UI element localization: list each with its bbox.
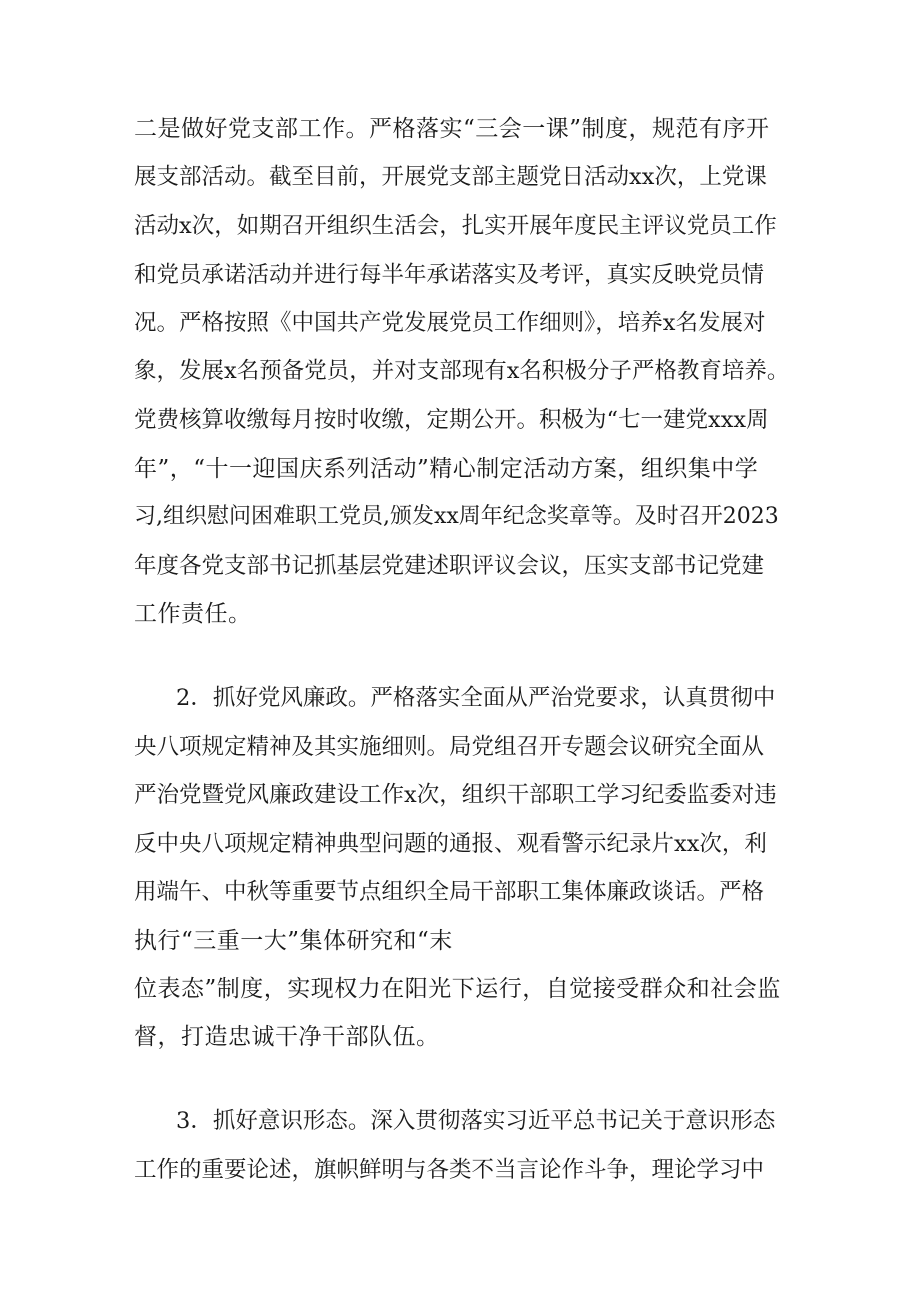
text-line: 督，打造忠诚干净干部队伍。 — [134, 1024, 440, 1050]
text-line: 2．抓好党风廉政。严格落实全面从严治党要求，认真贯彻中 — [176, 685, 776, 711]
text-line: 二是做好党支部工作。严格落实“三会一课”制度，规范有序开 — [134, 116, 770, 142]
text-line: 况。严格按照《中国共产党发展党员工作细则》，培养x名发展对 — [134, 310, 766, 336]
text-line: 党费核算收缴每月按时收缴，定期公开。积极为“七一建党xxx周 — [134, 407, 769, 433]
text-line: 年”，“十一迎国庆系列活动”精心制定活动方案，组织集中学 — [134, 456, 759, 482]
text-line: 活动x次，如期召开组织生活会，扎实开展年度民主评议党员工作 — [134, 213, 777, 239]
text-line: 展支部活动。截至目前，开展党支部主题党日活动xx次，上党课 — [134, 164, 767, 190]
text-line: 用端午、中秋等重要节点组织全局干部职工集体廉政谈话。严格 — [134, 879, 765, 905]
text-line: 央八项规定精神及其实施细则。局党组召开专题会议研究全面从 — [134, 734, 765, 760]
text-line: 年度各党支部书记抓基层党建述职评议会议，压实支部书记党建 — [134, 553, 765, 579]
text-line: 工作的重要论述，旗帜鲜明与各类不当言论作斗争，理论学习中 — [134, 1157, 765, 1183]
text-line: 执行“三重一大”集体研究和“末 — [134, 928, 453, 954]
text-line: 严治党暨党风廉政建设工作x次，组织干部职工学习纪委监委对违 — [134, 782, 777, 808]
text-line: 反中央八项规定精神典型问题的通报、观看警示纪录片xx次，利 — [134, 831, 767, 857]
text-line: 3．抓好意识形态。深入贯彻落实习近平总书记关于意识形态 — [176, 1108, 776, 1134]
text-line: 象，发展x名预备党员，并对支部现有x名积极分子严格教育培养。 — [134, 358, 790, 384]
text-line: 工作责任。 — [134, 601, 252, 627]
text-line: 位表态”制度，实现权力在阳光下运行，自觉接受群众和社会监 — [134, 976, 781, 1002]
text-line: 习,组织慰问困难职工党员,颁发xx周年纪念奖章等。及时召开2023 — [134, 504, 779, 529]
text-line: 和党员承诺活动并进行每半年承诺落实及考评，真实反映党员情 — [134, 262, 765, 288]
